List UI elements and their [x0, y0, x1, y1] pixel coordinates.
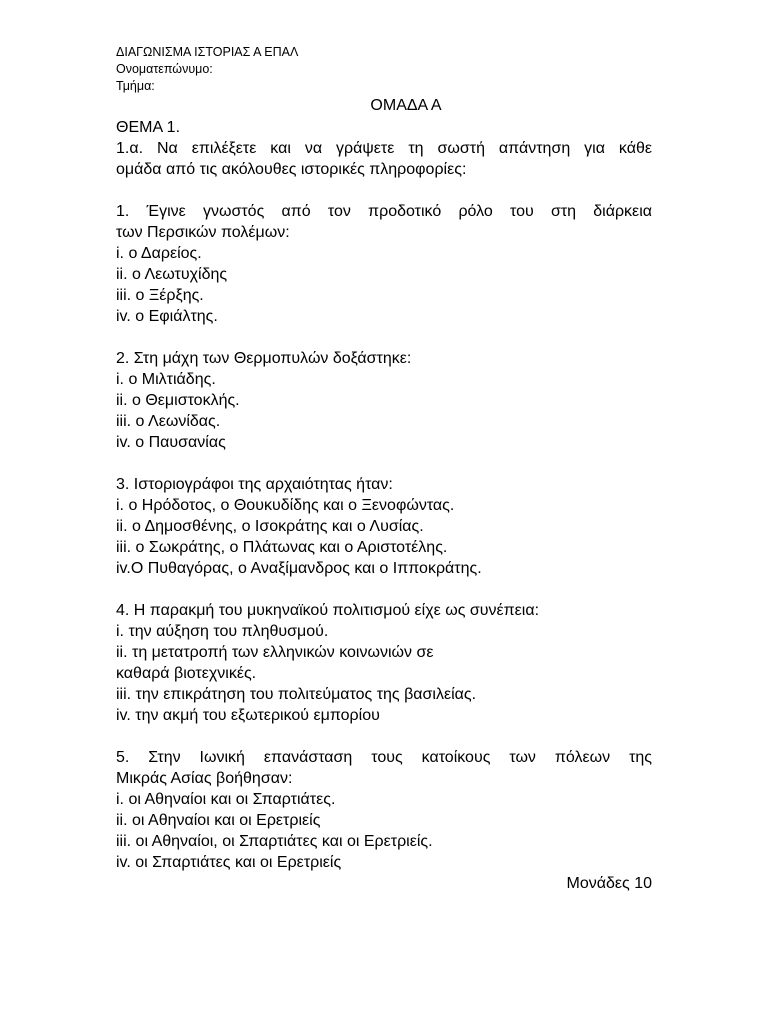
points-label: Μονάδες 10 [566, 875, 652, 892]
option-i: i. την αύξηση του πληθυσμού. [116, 623, 329, 640]
question-2 [116, 348, 652, 453]
topic-heading: ΘΕΜΑ 1. [116, 119, 181, 136]
question-1 [116, 201, 652, 327]
name-field-label: Ονοματεπώνυμο: [116, 62, 213, 76]
option-i: i. ο Δαρείος. [116, 245, 202, 262]
option-iii: iii. την επικράτηση του πολιτεύματος της βασιλείας. [116, 686, 477, 703]
question-stem-cont: Μικράς Ασίας βοήθησαν: [116, 770, 293, 787]
option-ii: ii. ο Δημοσθένης, ο Ισοκράτης και ο Λυσίας. [116, 518, 424, 535]
option-iv: iv. την ακμή του εξωτερικού εμπορίου [116, 707, 380, 724]
spacer [116, 180, 652, 201]
document-body [116, 117, 652, 894]
question-5 [116, 747, 652, 873]
class-field-label: Τμήμα: [116, 79, 155, 93]
spacer [116, 579, 652, 600]
option-ii: ii. οι Αθηναίοι και οι Ερετριείς [116, 812, 321, 829]
question-3 [116, 474, 652, 579]
option-iii: iii. ο Ξέρξης. [116, 287, 204, 304]
question-stem: 1. Έγινε γνωστός από τον προδοτικό ρόλο του στη διάρκεια [116, 203, 652, 220]
question-4 [116, 600, 652, 726]
question-stem: 2. Στη μάχη των Θερμοπυλών δοξάστηκε: [116, 350, 412, 367]
option-iii: iii. ο Σωκράτης, ο Πλάτωνας και ο Αριστοτέλης. [116, 539, 448, 556]
instruction-line-2: ομάδα από τις ακόλουθες ιστορικές πληροφορίες: [116, 161, 467, 178]
option-iii: iii. οι Αθηναίοι, οι Σπαρτιάτες και οι Ερετριείς. [116, 833, 433, 850]
option-i: i. ο Μιλτιάδης. [116, 371, 216, 388]
spacer [116, 453, 652, 474]
option-ii: ii. τη μετατροπή των ελληνικών κοινωνιών σε [116, 644, 434, 661]
option-iii: iii. ο Λεωνίδας. [116, 413, 221, 430]
option-ii: ii. ο Θεμιστοκλής. [116, 392, 240, 409]
question-stem: 3. Ιστοριογράφοι της αρχαιότητας ήταν: [116, 476, 393, 493]
group-title: ΟΜΑΔΑ Α [370, 97, 442, 114]
document-header [116, 44, 652, 95]
question-stem: 5. Στην Ιωνική επανάσταση τους κατοίκους των πόλεων της [116, 749, 652, 766]
option-iv: iv. ο Παυσανίας [116, 434, 226, 451]
option-iv: iv. οι Σπαρτιάτες και οι Ερετριείς [116, 854, 342, 871]
option-ii-cont: καθαρά βιοτεχνικές. [116, 665, 257, 682]
option-iv: iv. ο Εφιάλτης. [116, 308, 218, 325]
instruction-line-1: 1.α. Να επιλέξετε και να γράψετε τη σωστή απάντηση για κάθε [116, 140, 652, 157]
option-i: i. οι Αθηναίοι και οι Σπαρτιάτες. [116, 791, 336, 808]
document-page [116, 44, 652, 894]
spacer [116, 327, 652, 348]
option-i: i. ο Ηρόδοτος, ο Θουκυδίδης και ο Ξενοφώντας. [116, 497, 455, 514]
spacer [116, 726, 652, 747]
question-stem: 4. Η παρακμή του μυκηναϊκού πολιτισμού είχε ως συνέπεια: [116, 602, 540, 619]
exam-title: ΔΙΑΓΩΝΙΣΜΑ ΙΣΤΟΡΙΑΣ Α ΕΠΑΛ [116, 45, 299, 59]
question-stem-cont: των Περσικών πολέμων: [116, 224, 290, 241]
option-iv: iv.Ο Πυθαγόρας, ο Αναξίμανδρος και ο Ιπποκράτης. [116, 560, 482, 577]
option-ii: ii. ο Λεωτυχίδης [116, 266, 228, 283]
